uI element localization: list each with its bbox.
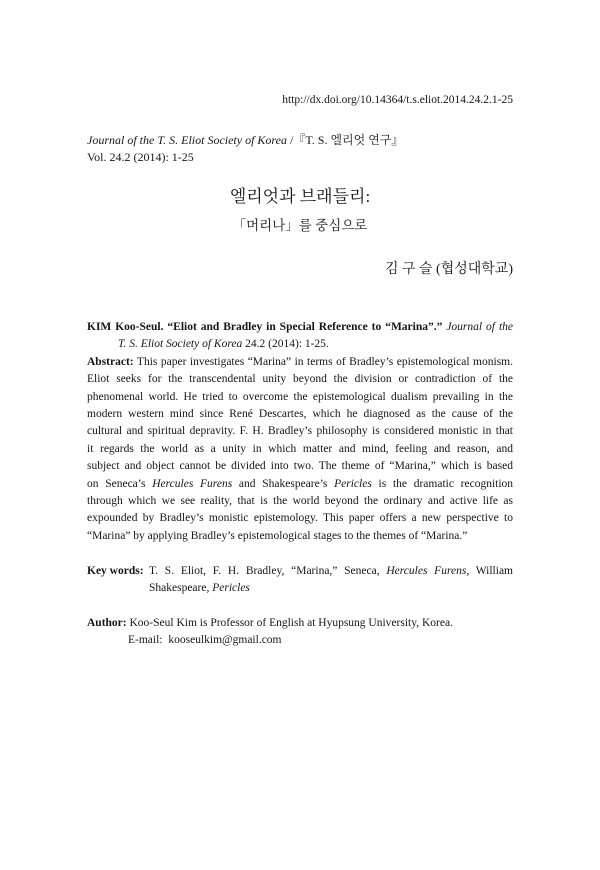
- abstract-line: it regards the world as a unity in which matter and mind, feeling and reason, and: [87, 442, 513, 455]
- citation-line: [87, 319, 513, 336]
- keyword-work-title: Pericles: [212, 582, 250, 595]
- abstract-label: Abstract:: [87, 355, 134, 368]
- doi-text: http://dx.doi.org/10.14364/t.s.eliot.2014.24.2.1-25: [282, 94, 513, 106]
- citation-journal-part: Journal of the: [446, 321, 513, 333]
- journal-title-ko: 『T. S. 엘리엇 연구』: [293, 132, 404, 147]
- author-info-block: [87, 615, 513, 650]
- journal-title-separator: /: [289, 132, 294, 147]
- journal-title-en: Journal of the T. S. Eliot Society of Korea: [87, 132, 287, 147]
- abstract-work-title: Hercules Furens: [152, 477, 233, 490]
- journal-volume: Vol. 24.2 (2014): 1-25: [87, 149, 194, 164]
- author-byline: 김 구 슬 (협성대학교): [384, 262, 513, 277]
- abstract-line: “Marina” by applying Bradley’s epistemological stages to the themes of “Marina.”: [87, 529, 468, 542]
- abstract-text: This paper investigates “Marina” in terms of Bradley’s epistemological monism.: [136, 355, 513, 368]
- author-label: Author:: [87, 617, 127, 629]
- abstract-text: is the dramatic recognition: [378, 477, 513, 490]
- journal-title-row: [87, 132, 403, 149]
- abstract-work-title: Pericles: [334, 477, 372, 490]
- journal-header: [87, 132, 403, 166]
- keyword-work-title: Hercules Furens,: [386, 565, 470, 577]
- email-line: [87, 632, 513, 649]
- author-info-line: [87, 615, 513, 632]
- keyword-text: William: [475, 565, 513, 577]
- abstract-line: modern western mind since René Descartes, which he diagnosed as the cause of the: [87, 407, 513, 420]
- abstract-line: [87, 354, 513, 371]
- keyword-text: T. S. Eliot, F. H. Bradley, “Marina,” Seneca,: [149, 565, 380, 577]
- abstract-line: Eliot seeks for the transcendental unity beyond the division or contradiction of the: [87, 373, 513, 386]
- paper-title: 엘리엇과 브래들리:: [229, 187, 371, 206]
- abstract-line: cultural and spiritual depravity. F. H. Bradley’s philosophy is considered monistic in that: [87, 425, 513, 438]
- keywords-block: [87, 563, 513, 598]
- abstract-line: phenomenal world. He tried to overcome the epistemological dualism prevailing in the: [87, 390, 513, 403]
- citation-author-title: KIM Koo-Seul. “Eliot and Bradley in Special Reference to “Marina”.”: [87, 321, 443, 333]
- keywords-line: [149, 563, 513, 580]
- keywords-label: Key words:: [87, 565, 144, 577]
- abstract-line: subject and object cannot be divided into two. The theme of “Marina,” which is based: [87, 460, 513, 473]
- abstract-text: on Seneca’s: [87, 477, 146, 490]
- citation-journal-part: T. S. Eliot Society of Korea: [118, 338, 243, 351]
- author-bio: Koo-Seul Kim is Professor of English at Hyupsung University, Korea.: [129, 617, 453, 629]
- abstract-text: and Shakespeare’s: [238, 477, 328, 490]
- abstract-line: expounded by Bradley’s monistic epistemology. This paper offers a new perspective to: [87, 512, 513, 525]
- citation-line: [87, 336, 513, 353]
- abstract-line: [87, 476, 513, 493]
- keywords-list: [149, 563, 513, 598]
- citation-abstract-block: [87, 319, 513, 545]
- keywords-line: [149, 580, 513, 597]
- abstract-line: through which we see reality, that is the world beyond the ordinary and active life as: [87, 494, 513, 507]
- paper-subtitle: 「머리나」를 중심으로: [232, 218, 368, 233]
- email-label: E-mail:: [128, 634, 163, 647]
- keyword-text: Shakespeare,: [149, 582, 210, 595]
- email-address: kooseulkim@gmail.com: [168, 634, 282, 647]
- citation-volume: 24.2 (2014): 1-25.: [245, 338, 329, 351]
